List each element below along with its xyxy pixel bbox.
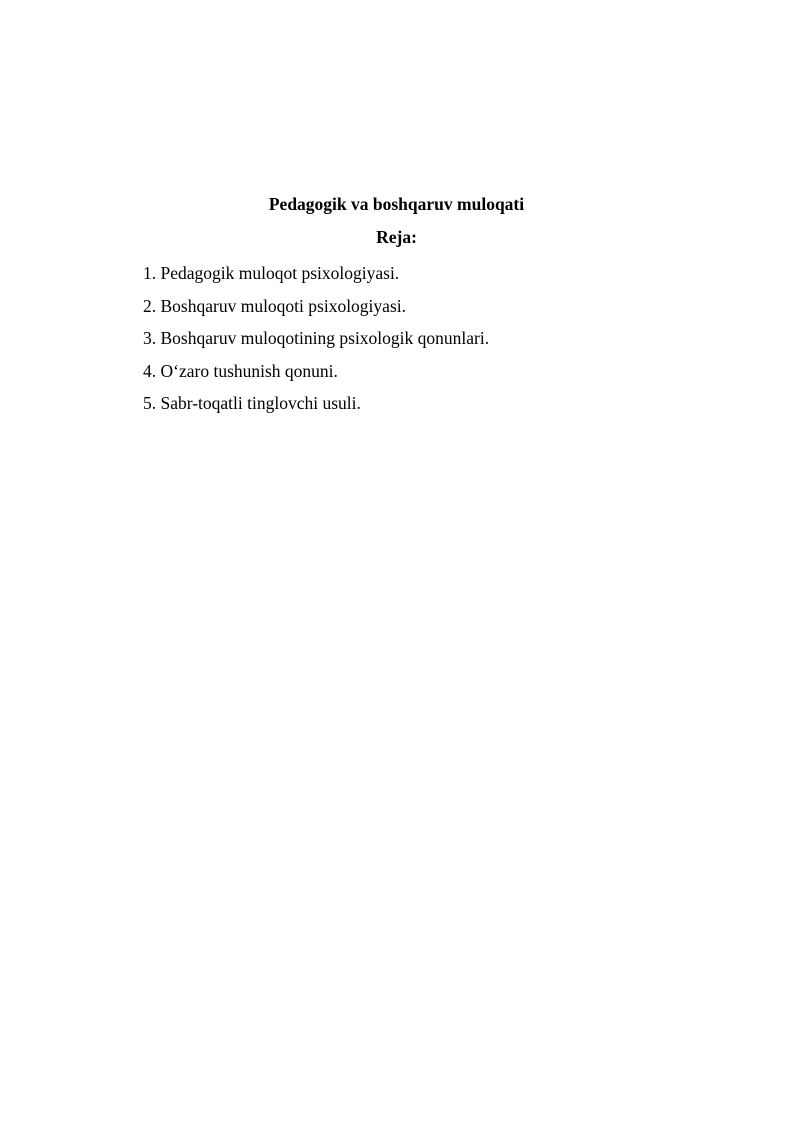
plan-list [143,257,489,420]
plan-heading: Reja: [376,227,417,247]
plan-item-2: 2. Boshqaruv muloqoti psixologiyasi. [143,295,406,316]
plan-item-1: 1. Pedagogik muloqot psixologiyasi. [143,263,400,283]
document-title: Pedagogik va boshqaruv muloqati [268,194,525,214]
plan-item-4: 4. O‘zaro tushunish qonuni. [143,360,338,381]
plan-item-3: 3. Boshqaruv muloqotining psixologik qonunlari. [143,328,490,348]
plan-item-5: 5. Sabr-toqatli tinglovchi usuli. [143,393,361,413]
